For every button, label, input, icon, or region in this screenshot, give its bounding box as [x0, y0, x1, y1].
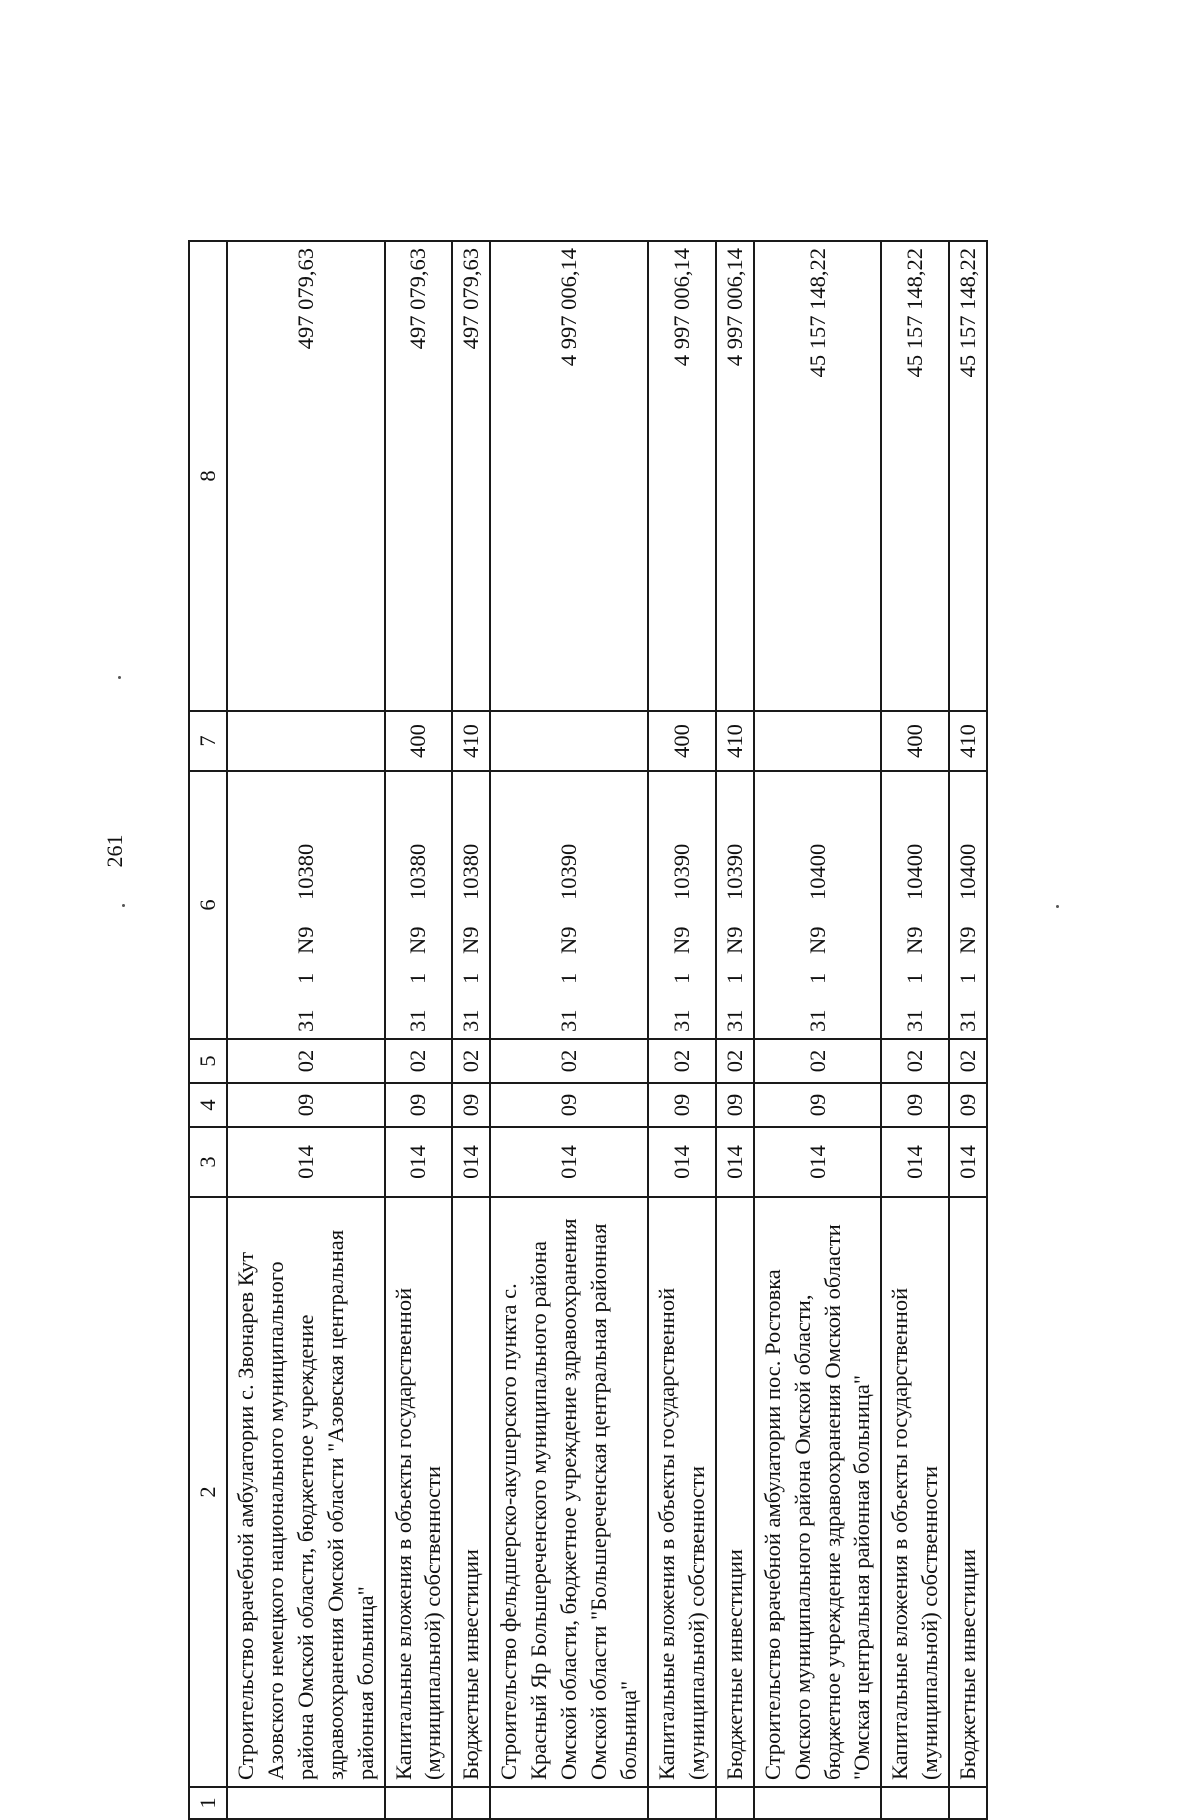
scan-speck: [118, 676, 121, 679]
expense-type-cell: 410: [452, 711, 490, 771]
ministry-code-cell: 014: [716, 1127, 754, 1197]
target-code-part: 31: [955, 1009, 981, 1032]
target-code-part: 10400: [804, 843, 830, 900]
header-row: [189, 241, 227, 1819]
subsection-code-cell: 02: [490, 1039, 648, 1083]
row-number-cell: [452, 1787, 490, 1819]
row-name-cell: Капитальные вложения в объекты государственной (муниципальной) собственности: [648, 1197, 716, 1787]
table-row: [490, 241, 648, 1819]
table-row: [385, 241, 453, 1819]
section-code-cell: 09: [227, 1083, 385, 1127]
section-code-cell: 09: [754, 1083, 882, 1127]
target-code-part: 10400: [955, 843, 981, 900]
row-name-cell: Капитальные вложения в объекты государственной (муниципальной) собственности: [385, 1197, 453, 1787]
target-code-part: N9: [955, 926, 981, 954]
target-code-part: 31: [804, 1009, 830, 1032]
row-number-cell: [490, 1787, 648, 1819]
amount-cell: 4 997 006,14: [490, 241, 648, 711]
ministry-code-cell: 014: [754, 1127, 882, 1197]
target-article-cell: [881, 771, 949, 1039]
section-code-cell: 09: [716, 1083, 754, 1127]
section-code-cell: 09: [385, 1083, 453, 1127]
scan-speck: [1056, 905, 1059, 908]
target-code-part: 1: [556, 972, 582, 984]
subsection-code-cell: 02: [385, 1039, 453, 1083]
subsection-code-cell: 02: [648, 1039, 716, 1083]
amount-cell: 497 079,63: [385, 241, 453, 711]
target-code-part: 31: [405, 1009, 431, 1032]
amount-cell: 45 157 148,22: [949, 241, 987, 711]
expense-type-cell: 400: [881, 711, 949, 771]
expense-type-cell: [490, 711, 648, 771]
row-number-cell: [227, 1787, 385, 1819]
target-code-part: 1: [902, 972, 928, 984]
target-code-part: 10390: [721, 843, 747, 900]
target-article-cell: [490, 771, 648, 1039]
target-code-part: 10400: [902, 843, 928, 900]
subsection-code-cell: 02: [227, 1039, 385, 1083]
target-code-part: 10380: [292, 843, 318, 900]
row-number-cell: [754, 1787, 882, 1819]
row-number-cell: [881, 1787, 949, 1819]
target-code-part: N9: [556, 926, 582, 954]
ministry-code-cell: 014: [881, 1127, 949, 1197]
row-name-cell: Бюджетные инвестиции: [452, 1197, 490, 1787]
scan-speck: [122, 904, 125, 907]
amount-cell: 45 157 148,22: [881, 241, 949, 711]
table-row: [754, 241, 882, 1819]
row-name-cell: Строительство врачебной амбулатории с. Звонарев Кут Азовского немецкого национального муниципального района Омской области, бюджетное учреждение здравоохранения Омской области "Азовская центральная районная больница": [227, 1197, 385, 1787]
target-article-cell: [716, 771, 754, 1039]
expense-type-cell: [227, 711, 385, 771]
target-code-part: 10380: [458, 843, 484, 900]
amount-cell: 4 997 006,14: [716, 241, 754, 711]
row-number-cell: [385, 1787, 453, 1819]
target-code-part: N9: [804, 926, 830, 954]
table-row: [227, 241, 385, 1819]
section-code-cell: 09: [949, 1083, 987, 1127]
expense-type-cell: 400: [385, 711, 453, 771]
table-row: [452, 241, 490, 1819]
target-article-cell: [452, 771, 490, 1039]
section-code-cell: 09: [490, 1083, 648, 1127]
section-code-cell: 09: [452, 1083, 490, 1127]
header-cell: 6: [189, 771, 227, 1039]
budget-table: [188, 240, 988, 1820]
ministry-code-cell: 014: [227, 1127, 385, 1197]
target-article-cell: [385, 771, 453, 1039]
ministry-code-cell: 014: [490, 1127, 648, 1197]
subsection-code-cell: 02: [716, 1039, 754, 1083]
rotated-table-wrapper: [188, 242, 1132, 1820]
target-code-part: 31: [721, 1009, 747, 1032]
amount-cell: 497 079,63: [452, 241, 490, 711]
subsection-code-cell: 02: [881, 1039, 949, 1083]
table-row: [648, 241, 716, 1819]
target-code-part: N9: [405, 926, 431, 954]
row-name-cell: Строительство фельдшерско-акушерского пункта с. Красный Яр Большереченского муниципального района Омской области, бюджетное учреждение здравоохранения Омской области "Большереченская центральная районная больница": [490, 1197, 648, 1787]
target-code-part: 1: [668, 972, 694, 984]
target-code-part: 1: [721, 972, 747, 984]
page-number: 261: [102, 834, 127, 868]
target-article-cell: [949, 771, 987, 1039]
section-code-cell: 09: [881, 1083, 949, 1127]
table-row: [949, 241, 987, 1819]
row-name-cell: Капитальные вложения в объекты государственной (муниципальной) собственности: [881, 1197, 949, 1787]
target-code-part: 1: [955, 972, 981, 984]
expense-type-cell: 410: [716, 711, 754, 771]
row-name-cell: Бюджетные инвестиции: [716, 1197, 754, 1787]
target-article-cell: [227, 771, 385, 1039]
expense-type-cell: 400: [648, 711, 716, 771]
header-cell: 8: [189, 241, 227, 711]
ministry-code-cell: 014: [385, 1127, 453, 1197]
subsection-code-cell: 02: [949, 1039, 987, 1083]
target-code-part: 31: [668, 1009, 694, 1032]
row-number-cell: [648, 1787, 716, 1819]
header-cell: 3: [189, 1127, 227, 1197]
target-code-part: 31: [902, 1009, 928, 1032]
row-number-cell: [716, 1787, 754, 1819]
header-cell: 2: [189, 1197, 227, 1787]
expense-type-cell: 410: [949, 711, 987, 771]
target-code-part: 1: [292, 972, 318, 984]
target-code-part: 1: [458, 972, 484, 984]
ministry-code-cell: 014: [949, 1127, 987, 1197]
header-cell: 4: [189, 1083, 227, 1127]
target-code-part: 1: [804, 972, 830, 984]
header-cell: 5: [189, 1039, 227, 1083]
ministry-code-cell: 014: [452, 1127, 490, 1197]
target-code-part: N9: [668, 926, 694, 954]
header-cell: 1: [189, 1787, 227, 1819]
amount-cell: 497 079,63: [227, 241, 385, 711]
section-code-cell: 09: [648, 1083, 716, 1127]
row-name-cell: Бюджетные инвестиции: [949, 1197, 987, 1787]
amount-cell: 45 157 148,22: [754, 241, 882, 711]
target-code-part: 31: [556, 1009, 582, 1032]
table-row: [716, 241, 754, 1819]
expense-type-cell: [754, 711, 882, 771]
target-code-part: 10380: [405, 843, 431, 900]
row-name-cell: Строительство врачебной амбулатории пос. Ростовка Омского муниципального района Омской области, бюджетное учреждение здравоохранения Омской области "Омская центральная районная больница": [754, 1197, 882, 1787]
target-code-part: N9: [458, 926, 484, 954]
target-code-part: N9: [902, 926, 928, 954]
target-article-cell: [754, 771, 882, 1039]
header-cell: 7: [189, 711, 227, 771]
target-code-part: 31: [458, 1009, 484, 1032]
target-article-cell: [648, 771, 716, 1039]
target-code-part: N9: [292, 926, 318, 954]
amount-cell: 4 997 006,14: [648, 241, 716, 711]
target-code-part: 1: [405, 972, 431, 984]
subsection-code-cell: 02: [452, 1039, 490, 1083]
row-number-cell: [949, 1787, 987, 1819]
target-code-part: 10390: [668, 843, 694, 900]
table-row: [881, 241, 949, 1819]
target-code-part: 10390: [556, 843, 582, 900]
ministry-code-cell: 014: [648, 1127, 716, 1197]
subsection-code-cell: 02: [754, 1039, 882, 1083]
target-code-part: 31: [292, 1009, 318, 1032]
target-code-part: N9: [721, 926, 747, 954]
